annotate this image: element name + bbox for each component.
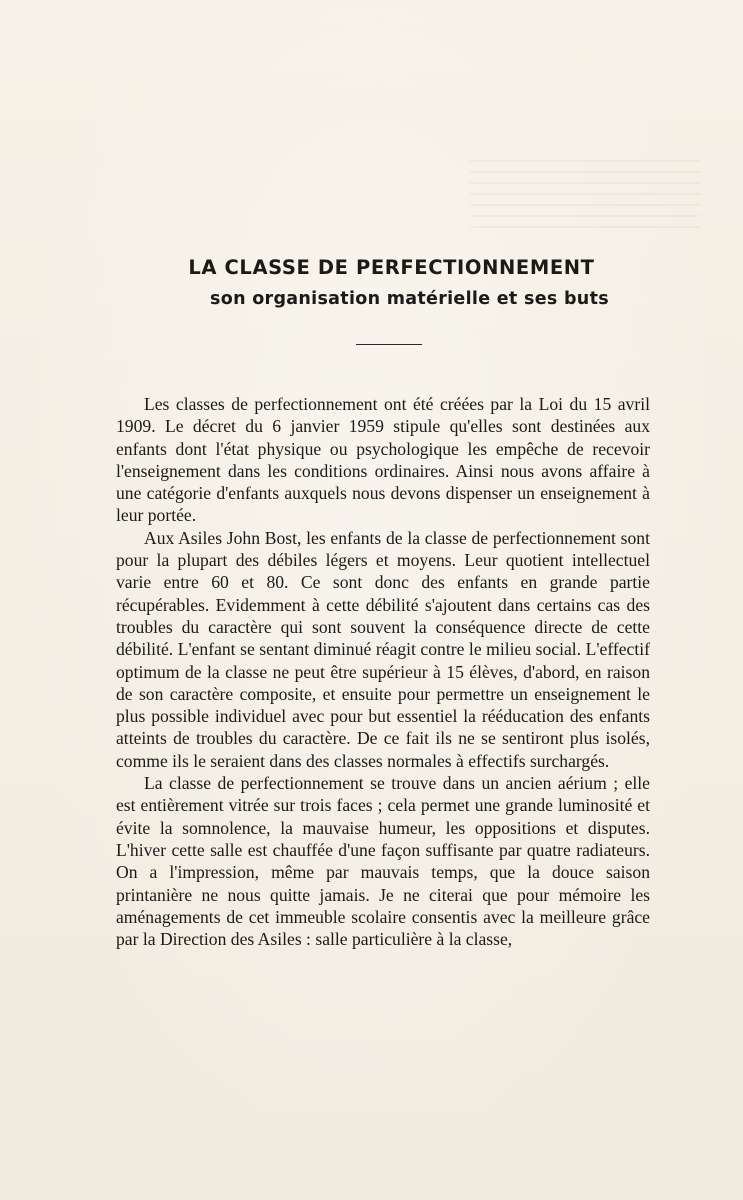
title-divider [356, 344, 422, 345]
paragraph-3: La classe de perfectionnement se trouve dans un ancien aérium ; elle est entièrement vitrée sur trois faces ; cela permet une grande luminosité et évite la somnolence, la mauvaise humeur, les oppositions et disputes. L'hiver cette salle est chauffée d'une façon suffisante par quatre radiateurs. On a l'impression, même par mauvais temps, que la douce saison printanière ne nous quitte jamais. Je ne citerai que pour mémoire les aménagements de cet immeuble scolaire consentis avec la meilleure grâce par la Direction des Asiles : salle particulière à la classe, [116, 773, 650, 950]
paragraph-1: Les classes de perfectionnement ont été créées par la Loi du 15 avril 1909. Le décret du 6 janvier 1959 stipule qu'elles sont destinées aux enfants dont l'état physique ou psychologique les empêche de recevoir l'enseignement dans les conditions ordinaires. Ainsi nous avons affaire à une catégorie d'enfants auxquels nous devons dispenser un enseignement à leur portée. [116, 394, 650, 526]
body-text [116, 393, 650, 950]
page-subtitle: son organisation matérielle et ses buts [210, 289, 609, 309]
page-title: LA CLASSE DE PERFECTIONNEMENT [188, 256, 595, 279]
show-through-text [470, 160, 700, 230]
paragraph-2: Aux Asiles John Bost, les enfants de la classe de perfectionnement sont pour la plupart des débiles légers et moyens. Leur quotient intellectuel varie entre 60 et 80. Ce sont donc des enfants en grande partie récupérables. Evidemment à cette débilité s'ajoutent dans certains cas des troubles du caractère qui sont souvent la conséquence directe de cette débilité. L'enfant se sentant diminué réagit contre le milieu social. L'effectif optimum de la classe ne peut être supérieur à 15 élèves, d'abord, en raison de son caractère composite, et ensuite pour permettre un enseignement le plus possible individuel avec pour but essentiel la rééducation des enfants atteints de troubles du caractère. De ce fait ils ne se sentiront plus isolés, comme ils le seraient dans des classes normales à effectifs surchargés. [116, 527, 650, 771]
